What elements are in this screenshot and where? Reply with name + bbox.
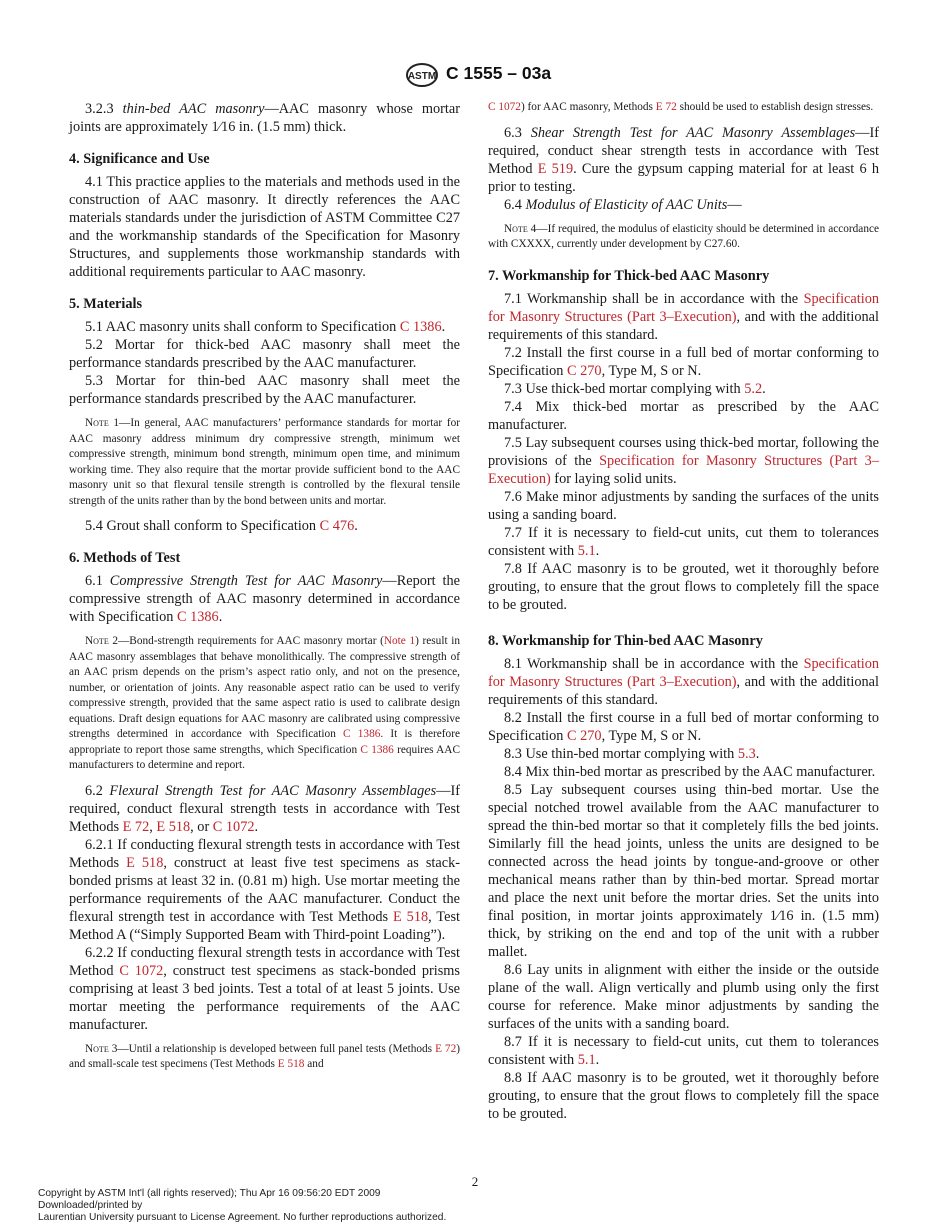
link-e72[interactable]: E 72 [435, 1042, 457, 1055]
para-8-1: 8.1 Workmanship shall be in accordance with the Specification for Masonry Structures (Part 3–Execution), and with the additional requirements of this standard. [488, 655, 879, 708]
para-5-3: 5.3 Mortar for thin-bed AAC masonry shall meet the performance standards prescribed by the AAC manufacturer. [69, 373, 460, 407]
para-7-8: 7.8 If AAC masonry is to be grouted, wet it thoroughly before grouting, to ensure that the grout flows to completely fill the space to be grouted. [488, 560, 879, 613]
link-c1072[interactable]: C 1072 [119, 962, 164, 979]
footer-line: Laurentian University pursuant to License Agreement. No further reproductions authorized. [38, 1212, 447, 1223]
para-7-1: 7.1 Workmanship shall be in accordance with the Specification for Masonry Structures (Part 3–Execution), and with the additional requirements of this standard. [488, 290, 879, 343]
page-header [0, 62, 950, 92]
link-note-1[interactable]: Note 1 [383, 635, 416, 647]
link-e72[interactable]: E 72 [122, 818, 150, 835]
para-6-2: 6.2 Flexural Strength Test for AAC Masonry Assemblages—If required, conduct flexural strength tests in accordance with Test Methods E 72, E 518, or C 1072. [69, 782, 461, 835]
link-c1072[interactable]: C 1072 [488, 101, 521, 113]
para-5-1: 5.1 AAC masonry units shall conform to Specification C 1386. [85, 319, 446, 335]
para-7-7: 7.7 If it is necessary to field-cut units, cut them to tolerances consistent with 5.1. [488, 524, 879, 559]
link-5-1[interactable]: 5.1 [577, 1051, 596, 1068]
document-id: C 1555 – 03a [446, 63, 552, 83]
link-c270[interactable]: C 270 [567, 362, 602, 379]
section-heading-5: 5. Materials [69, 296, 143, 312]
right-column [488, 100, 879, 1123]
note-2: Note 2—Bond-strength requirements for AAC masonry mortar (Note 1) result in AAC masonry assemblages that behave monolithically. The compressive strength of an AAC prism depends on the prism’s aspect ratio only, and not on the presence, number, or orientation of joints. Any reasonable aspect ratio can be used to verify compressive strength, provided that the same aspect ratio is used to calibrate design equations. Draft design equations for AAC masonry are calibrated using compressive strengths determined in accordance with Specification C 1386. It is therefore appropriate to report those same strengths, which Specification C 1386 requires AAC manufacturers to determine and report. [69, 635, 461, 771]
link-c270[interactable]: C 270 [567, 727, 602, 744]
note-4: Note 4—If required, the modulus of elasticity should be determined in accordance with CXXXX, currently under development by C27.60. [488, 222, 879, 250]
para-5-4: 5.4 Grout shall conform to Specification C 476. [85, 518, 358, 534]
note-3-continued: C 1072) for AAC masonry, Methods E 72 should be used to establish design stresses. [488, 101, 874, 113]
para-6-2-2: 6.2.2 If conducting flexural strength tests in accordance with Test Method C 1072, construct test specimens as stack-bonded prisms comprising at least 3 bed joints. Test a total of at least 5 joints. Use mortar meeting the performance requirements of the AAC manufacturer. [69, 944, 460, 1033]
para-6-3: 6.3 Shear Strength Test for AAC Masonry Assemblages—If required, conduct shear strength tests in accordance with Test Method E 519. Cure the gypsum capping material for at least 6 h prior to testing. [488, 124, 880, 195]
astm-logo-icon [405, 62, 439, 88]
para-7-6: 7.6 Make minor adjustments by sanding the surfaces of the units using a sanding board. [488, 488, 879, 523]
link-c1072[interactable]: C 1072 [212, 818, 255, 835]
svg-text:ASTM: ASTM [407, 71, 437, 82]
page-number: 2 [471, 1174, 479, 1189]
para-7-3: 7.3 Use thick-bed mortar complying with 5.2. [504, 380, 766, 397]
para-6-1: 6.1 Compressive Strength Test for AAC Masonry—Report the compressive strength of AAC masonry determined in accordance with Specification C 1386. [69, 573, 460, 625]
link-e518[interactable]: E 518 [393, 908, 429, 925]
footer-line: Downloaded/printed by [38, 1200, 143, 1211]
para-8-5: 8.5 Lay subsequent courses using thin-bed mortar. Use the special notched trowel available from the AAC manufacturer to spread the thin-bed mortar so that it completely fills the bed joints. Similarly fill the head joints, unless the units are designed to be connected across the head joints by tongue-and-groove or other mechanical means rather than by thin-bed mortar. Spread mortar and place the next unit before the mortar dries. Set the units into final position, in mortar joints approximately 1⁄16 in. (1.5 mm) thick, by striking on the end and top of the unit with a rubber mallet. [488, 781, 879, 960]
footer-line: Copyright by ASTM Int'l (all rights reserved); Thu Apr 16 09:56:20 EDT 2009 [38, 1188, 381, 1199]
para-8-3: 8.3 Use thin-bed mortar complying with 5.3. [504, 745, 760, 762]
link-c476[interactable]: C 476 [319, 518, 355, 534]
section-heading-6: 6. Methods of Test [69, 550, 181, 566]
para-6-2-1: 6.2.1 If conducting flexural strength tests in accordance with Test Methods E 518, construct at least five test specimens as stack-bonded prisms at least 32 in. (0.81 m) high. Use mortar meeting the performance requirements of the AAC manufacturer. Conduct the flexural strength test in accordance with Test Methods E 518, Test Method A (“Simply Supported Beam with Third-point Loading”). [69, 836, 460, 943]
link-e519[interactable]: E 519 [537, 160, 574, 177]
para-8-4: 8.4 Mix thin-bed mortar as prescribed by the AAC manufacturer. [504, 763, 876, 780]
link-spec-masonry[interactable]: Specification for Masonry Structures (Part 3–Execution) [488, 290, 879, 325]
para-8-6: 8.6 Lay units in alignment with either the inside or the outside plane of the wall. Align vertically and plumb using only the first course for reference. Make minor adjustments by sanding the surfaces of the units with a sanding board. [488, 961, 879, 1032]
para-5-2: 5.2 Mortar for thick-bed AAC masonry shall meet the performance standards prescribed by the AAC manufacturer. [69, 337, 460, 371]
note-3: Note 3—Until a relationship is developed between full panel tests (Methods E 72) and small-scale test specimens (Test Methods E 518 and [69, 1042, 460, 1070]
link-c1386[interactable]: C 1386 [343, 728, 381, 740]
link-spec-masonry[interactable]: Specification for Masonry Structures (Part 3–Execution) [488, 452, 879, 487]
para-7-4: 7.4 Mix thick-bed mortar as prescribed by the AAC manufacturer. [488, 398, 879, 433]
left-column [69, 100, 460, 1081]
link-5-2[interactable]: 5.2 [744, 380, 763, 397]
para-3-2-3: 3.2.3 thin-bed AAC masonry—AAC masonry whose mortar joints are approximately 1⁄16 in. (1.5 mm) thick. [69, 101, 460, 135]
section-heading-4: 4. Significance and Use [69, 151, 210, 167]
para-6-4: 6.4 Modulus of Elasticity of AAC Units— [504, 196, 742, 213]
para-8-7: 8.7 If it is necessary to field-cut units, cut them to tolerances consistent with 5.1. [488, 1033, 879, 1068]
link-5-3[interactable]: 5.3 [737, 745, 756, 762]
link-e518[interactable]: E 518 [126, 854, 164, 871]
section-heading-8: 8. Workmanship for Thin-bed AAC Masonry [488, 632, 763, 649]
para-8-8: 8.8 If AAC masonry is to be grouted, wet it thoroughly before grouting, to ensure that the grout flows to completely fill the space to be grouted. [488, 1069, 879, 1122]
section-heading-7: 7. Workmanship for Thick-bed AAC Masonry [488, 267, 770, 284]
para-7-5: 7.5 Lay subsequent courses using thick-bed mortar, following the provisions of the Specification for Masonry Structures (Part 3–Execution) for laying solid units. [488, 434, 879, 487]
link-spec-masonry[interactable]: Specification for Masonry Structures (Part 3–Execution) [488, 655, 879, 690]
link-e72[interactable]: E 72 [655, 101, 677, 113]
link-c1386[interactable]: C 1386 [399, 319, 442, 335]
para-7-2: 7.2 Install the first course in a full bed of mortar conforming to Specification C 270, Type M, S or N. [488, 344, 879, 379]
link-c1386[interactable]: C 1386 [360, 743, 394, 756]
note-1: Note 1—In general, AAC manufacturers’ performance standards for mortar for AAC masonry address minimum dry compressive strength, minimum wet compressive strength, minimum bond strength, minimum open time, and minimum working time. They also require that the mortar provide sufficient bond to the AAC masonry unit so that flexural tensile strength is controlled by the flexural tensile strength of the units rather than by the bond between units and mortar. [69, 417, 460, 507]
link-5-1[interactable]: 5.1 [577, 542, 596, 559]
link-e518[interactable]: E 518 [156, 818, 191, 835]
copyright-footer [38, 1188, 446, 1224]
para-4-1: 4.1 This practice applies to the materials and methods used in the construction of AAC masonry. It directly references the AAC materials standards under the jurisdiction of ASTM Committee C27 and the workmanship standards of the Specification for Masonry Structures, and supplements those workmanship standards with additional requirements particular to AAC masonry. [69, 174, 460, 280]
link-e518[interactable]: E 518 [277, 1058, 305, 1070]
para-8-2: 8.2 Install the first course in a full bed of mortar conforming to Specification C 270, Type M, S or N. [488, 709, 879, 744]
link-c1386[interactable]: C 1386 [177, 609, 219, 625]
